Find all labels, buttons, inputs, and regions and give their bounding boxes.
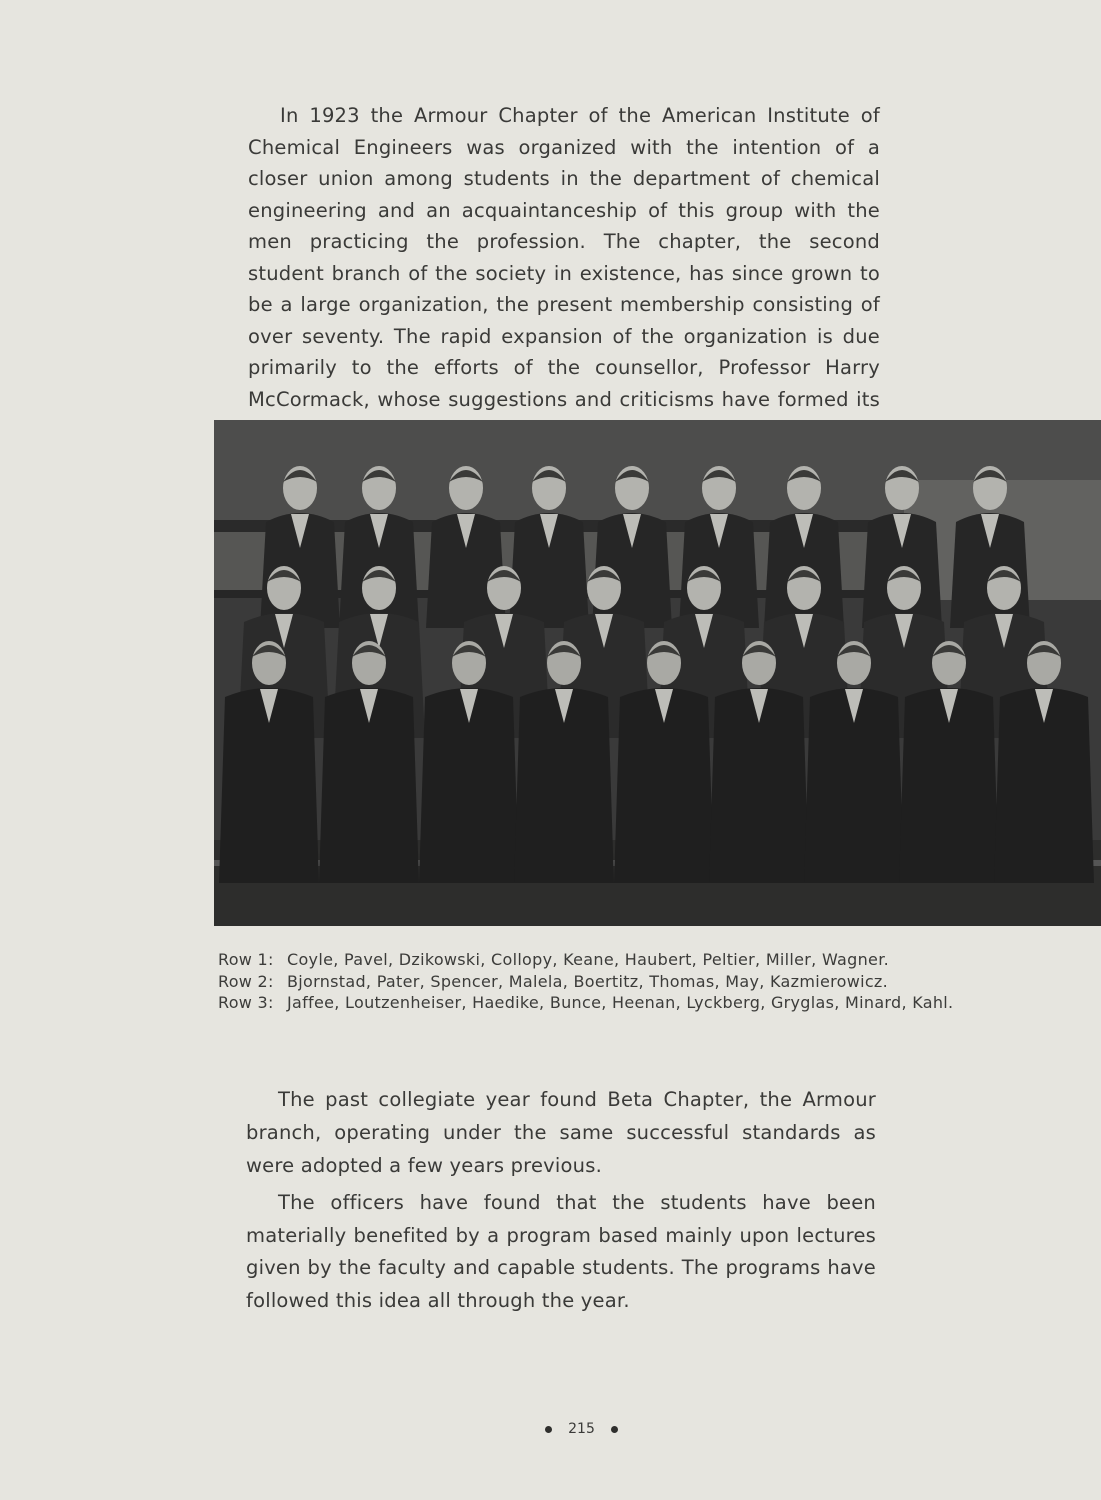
bullet-icon <box>545 1426 552 1433</box>
bullet-icon <box>611 1426 618 1433</box>
caption-row-names: Coyle, Pavel, Dzikowski, Collopy, Keane, Haubert, Peltier, Miller, Wagner. <box>287 950 889 969</box>
caption-row-3 <box>218 992 953 1014</box>
caption-row-label: Row 1: <box>218 950 274 969</box>
caption-row-label: Row 3: <box>218 993 274 1012</box>
body-paragraph-3: The officers have found that the students have been materially benefited by a program based mainly upon lectures given by the faculty and capable students. The programs have followed this idea all through the year. <box>246 1191 876 1312</box>
photo-caption <box>218 949 953 1014</box>
caption-row-names: Bjornstad, Pater, Spencer, Malela, Boertitz, Thomas, May, Kazmierowicz. <box>287 971 889 991</box>
caption-row-1 <box>218 949 953 971</box>
caption-row-label: Row 2: <box>218 971 274 991</box>
caption-row-2 <box>218 971 953 993</box>
intro-paragraph: In 1923 the Armour Chapter of the American Institute of Chemical Engineers was organized with the intention of a closer union among students in the department of chemical engineering and an acquaintanceship of this group with the men practicing the profession. The chapter, the second student branch of the society in existence, has since grown to be a large organization, the present membership consisting of over seventy. The rapid expansion of the organization is due primarily to the efforts of the counsellor, Professor Harry McCormack, whose suggestions and criticisms have formed its <box>248 104 880 411</box>
page-footer <box>0 1421 1101 1437</box>
group-photo <box>214 420 1101 926</box>
body-paragraph-2: The past collegiate year found Beta Chapter, the Armour branch, operating under the same successful standards as were adopted a few years previous. <box>246 1088 876 1177</box>
page-number: 215 <box>568 1421 595 1437</box>
group-photo-illustration <box>214 420 1101 926</box>
caption-row-names: Jaffee, Loutzenheiser, Haedike, Bunce, Heenan, Lyckberg, Gryglas, Minard, Kahl. <box>287 993 954 1012</box>
